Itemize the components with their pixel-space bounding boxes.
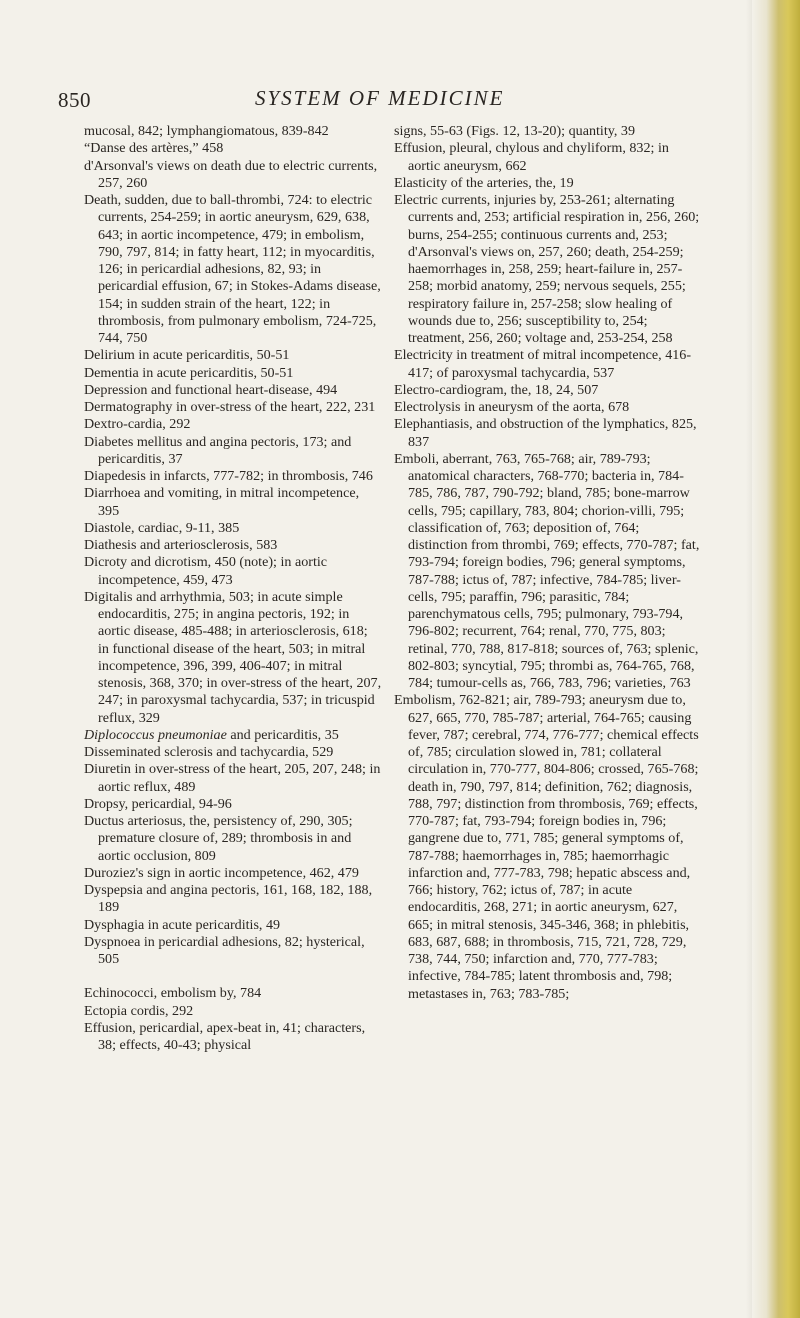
book-spine-edge	[752, 0, 800, 1318]
index-entry	[84, 727, 382, 744]
index-entry: Dyspnoea in pericardial adhesions, 82; hysterical, 505	[84, 933, 365, 967]
index-entry: Ductus arteriosus, the, persistency of, 290, 305; premature closure of, 289; thrombosis in and aortic occlusion, 809	[84, 813, 353, 864]
entry-text: and pericarditis, 35	[226, 726, 339, 743]
index-entry: Dementia in acute pericarditis, 50-51	[84, 364, 294, 381]
index-entry: Diapedesis in infarcts, 777-782; in thrombosis, 746	[84, 468, 373, 484]
index-entry: Disseminated sclerosis and tachycardia, 529	[84, 744, 334, 760]
index-entry: Death, sudden, due to ball-thrombi, 724: to electric currents, 254-259; in aortic aneurysm, 629, 638, 643; in aortic incompetence, 479; in embolism, 790, 797, 814; in fatty heart, 112; in myocarditis, 126; in pericardial adhesions, 82, 93; in pericardial effusion, 67; in Stokes-Adams disease, 154; in sudden strain of the heart, 122; in thrombosis, from pulmonary embolism, 724-725, 744, 750	[84, 192, 381, 346]
index-entry: Dysphagia in acute pericarditis, 49	[84, 916, 281, 933]
index-entry: Electrolysis in aneurysm of the aorta, 678	[394, 399, 630, 415]
index-entry: Dicroty and dicrotism, 450 (note); in aortic incompetence, 459, 473	[84, 554, 328, 588]
index-entry: Elasticity of the arteries, the, 19	[394, 174, 574, 191]
index-entry: Echinococci, embolism by, 784	[84, 985, 262, 1002]
index-column-left	[84, 123, 382, 1054]
index-entry: Diathesis and arteriosclerosis, 583	[84, 537, 278, 553]
index-entry: Electricity in treatment of mitral incompetence, 416-417; of paroxysmal tachycardia, 537	[394, 347, 692, 381]
entry-gap	[84, 968, 382, 985]
index-entry: d'Arsonval's views on death due to electric currents, 257, 260	[84, 157, 378, 191]
index-entry: mucosal, 842; lymphangiomatous, 839-842	[84, 123, 329, 139]
index-entry: Dextro-cardia, 292	[84, 416, 191, 433]
index-entry: Dropsy, pericardial, 94-96	[84, 795, 232, 812]
index-entry: “Danse des artères,” 458	[84, 140, 224, 157]
index-entry: signs, 55-63 (Figs. 12, 13-20); quantity, 39	[394, 123, 636, 139]
index-entry: Diabetes mellitus and angina pectoris, 173; and pericarditis, 37	[84, 433, 352, 467]
index-entry: Depression and functional heart-disease, 494	[84, 381, 338, 398]
index-entry: Dyspepsia and angina pectoris, 161, 168, 182, 188, 189	[84, 882, 373, 916]
index-entry: Diarrhoea and vomiting, in mitral incompetence, 395	[84, 485, 360, 519]
index-entry: Electro-cardiogram, the, 18, 24, 507	[394, 381, 599, 398]
index-entry: Effusion, pericardial, apex-beat in, 41; characters, 38; effects, 40-43; physical	[84, 1019, 366, 1053]
index-entry: Ectopia cordis, 292	[84, 1002, 194, 1019]
italic-term: Diplococcus pneumoniae	[84, 726, 227, 743]
index-entry: Dermatography in over-stress of the heart, 222, 231	[84, 399, 376, 415]
page-number: 850	[58, 88, 91, 112]
index-entry: Diuretin in over-stress of the heart, 205, 207, 248; in aortic reflux, 489	[84, 761, 381, 795]
index-entry: Duroziez's sign in aortic incompetence, 462, 479	[84, 864, 359, 881]
index-entry: Elephantiasis, and obstruction of the lymphatics, 825, 837	[394, 416, 697, 450]
index-entry: Diastole, cardiac, 9-11, 385	[84, 519, 240, 536]
index-entry: Emboli, aberrant, 763, 765-768; air, 789-793; anatomical characters, 768-770; bacteria in, 784-785, 786, 787, 790-792; bland, 785; bone-marrow cells, 795; capillary, 783, 804; chorion-villi, 795; classification of, 763; deposition of, 764; distinction from thrombi, 769; effects, 770-787; fat, 793-794; foreign bodies, 796; general symptoms, 787-788; ictus of, 787; infective, 784-785; liver-cells, 795; paraffin, 796; parasitic, 784; parenchymatous cells, 795; pulmonary, 793-794, 796-802; recurrent, 764; renal, 770, 775, 803; retinal, 770, 788, 817-818; sources of, 763; splenic, 802-803; syncytial, 795; thrombi as, 764-765, 768, 784; tumour-cells as, 766, 783, 796; varieties, 763	[394, 450, 700, 691]
index-entry: Digitalis and arrhythmia, 503; in acute simple endocarditis, 275; in angina pectoris, 192; in aortic disease, 485-488; in arteriosclerosis, 618; in functional disease of the heart, 503; in mitral incompetence, 396, 399, 406-407; in mitral stenosis, 368, 370; in over-stress of the heart, 207, 247; in paroxysmal tachycardia, 537; in tricuspid reflux, 329	[84, 588, 382, 726]
page-header	[0, 68, 800, 112]
index-column-right	[394, 123, 700, 1003]
running-title: SYSTEM OF MEDICINE	[255, 86, 505, 110]
index-entry: Effusion, pleural, chylous and chyliform, 832; in aortic aneurysm, 662	[394, 140, 669, 174]
index-entry: Embolism, 762-821; air, 789-793; aneurysm due to, 627, 665, 770, 785-787; arterial, 764-765; causing fever, 787; cerebral, 774, 776-777; chemical effects of, 785; circulation slowed in, 781; collateral circulation in, 770-777, 804-806; crossed, 765-768; death in, 790, 797, 814; definition, 762; diagnosis, 788, 797; distinction from thrombosis, 769; effects, 770-787; fat, 793-794; foreign bodies in, 796; gangrene due to, 771, 785; general symptoms of, 787-788; haemorrhages in, 785; haemorrhagic infarction and, 777-783, 798; hepatic abscess and, 766; history, 762; ictus of, 787; in acute endocarditis, 268, 271; in aortic aneurysm, 627, 665; in mitral stenosis, 345-346, 368; in phlebitis, 683, 687, 688; in thrombosis, 715, 721, 728, 729, 738, 744, 750; infarction and, 770, 777-783; infective, 784-785; latent thrombosis and, 798; metastases in, 763; 783-785;	[394, 692, 699, 1002]
index-entry: Delirium in acute pericarditis, 50-51	[84, 347, 290, 364]
index-entry: Electric currents, injuries by, 253-261; alternating currents and, 253; artificial respiration in, 256, 260; burns, 254-255; continuous currents and, 253; d'Arsonval's views on, 257, 260; death, 254-259; haemorrhages in, 258, 259; heart-failure in, 257-258; morbid anatomy, 259; nervous sequels, 255; respiratory failure in, 257-258; slow healing of wounds due to, 256; susceptibility to, 254; treatment, 256, 260; voltage and, 253-254, 258	[394, 192, 700, 346]
